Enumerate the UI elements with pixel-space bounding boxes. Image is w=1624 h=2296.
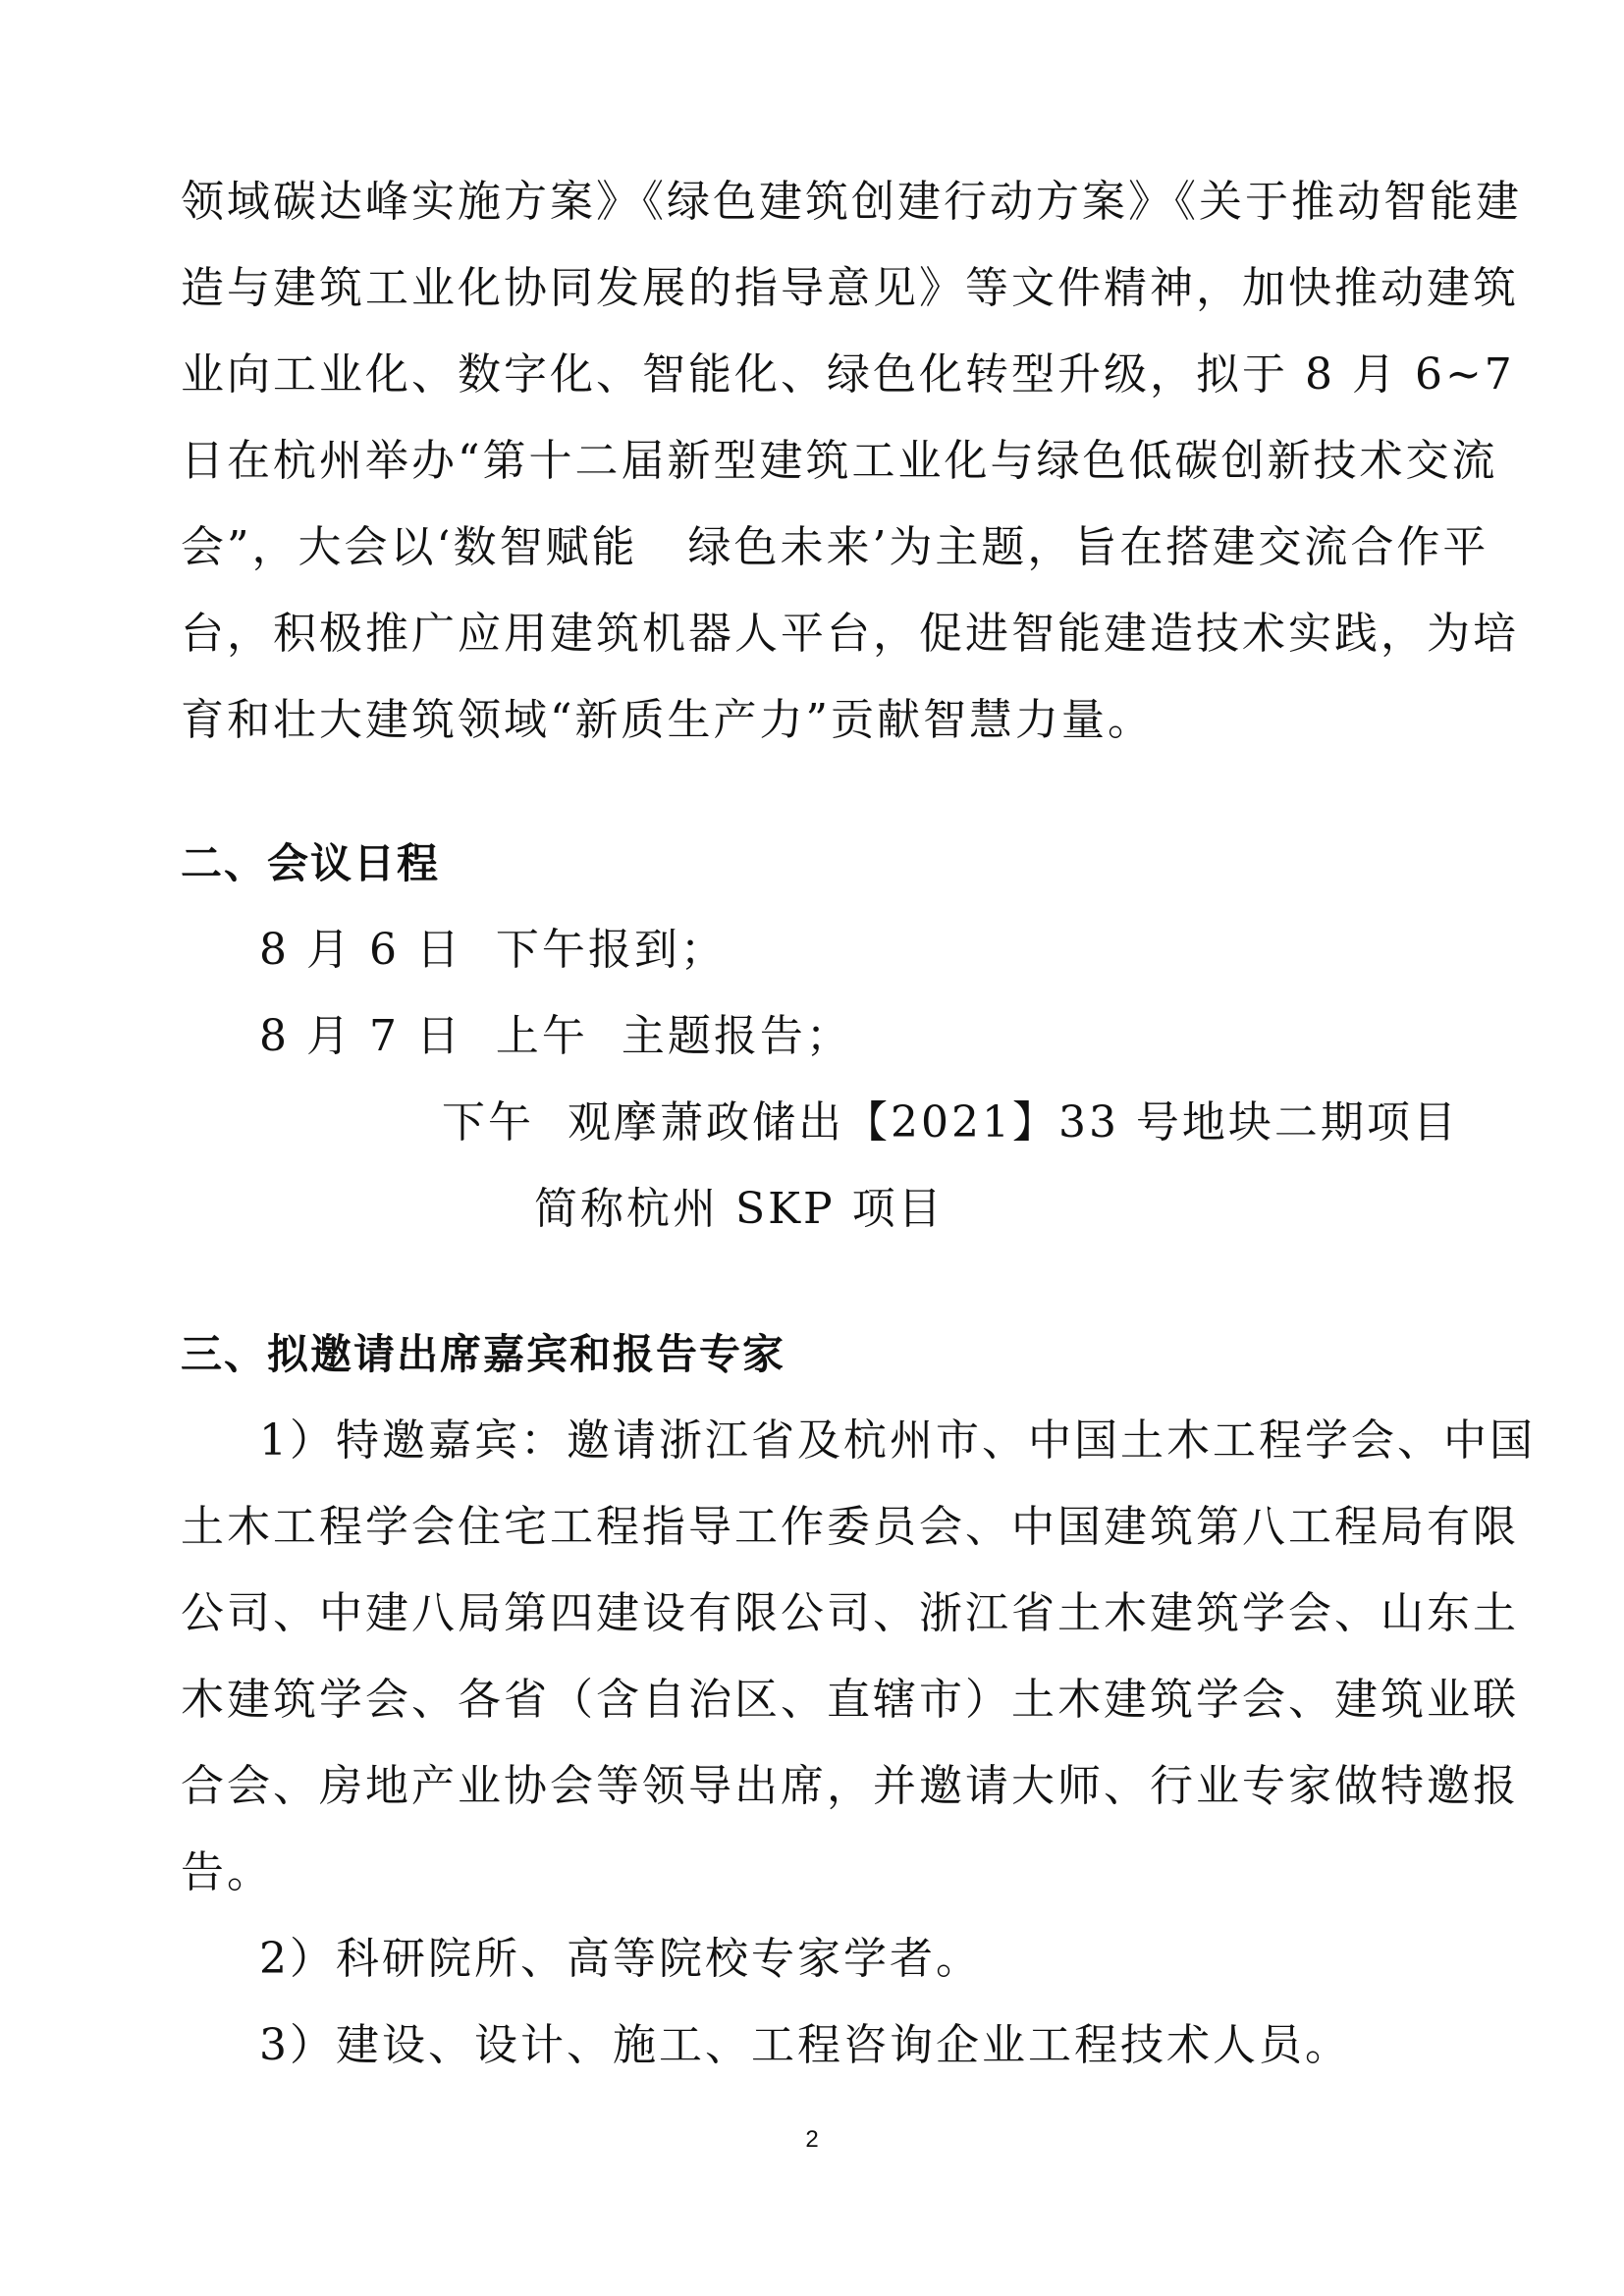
schedule-item: 8 月 6 日 下午报到； — [259, 925, 727, 975]
guests-paragraph-line: 木建筑学会、各省（含自治区、直辖市）土木建筑学会、建筑业联 — [181, 1675, 1519, 1725]
section-heading-guests: 三、拟邀请出席嘉宾和报告专家 — [181, 1330, 786, 1378]
guests-paragraph-line: 合会、房地产业协会等领导出席，并邀请大师、行业专家做特邀报 — [181, 1761, 1519, 1811]
intro-line: 台，积极推广应用建筑机器人平台，促进智能建造技术实践，为培 — [181, 609, 1519, 659]
guests-item: 2）科研院所、高等院校专家学者。 — [259, 1934, 982, 1984]
intro-line: 造与建筑工业化协同发展的指导意见》等文件精神，加快推动建筑 — [181, 263, 1519, 313]
section-heading-schedule: 二、会议日程 — [181, 839, 441, 887]
guests-paragraph-line: 告。 — [181, 1847, 273, 1897]
schedule-item: 8 月 7 日 上午 主题报告； — [259, 1011, 852, 1061]
schedule-item: 简称杭州 SKP 项目 — [534, 1184, 945, 1234]
guests-paragraph-line: 1）特邀嘉宾：邀请浙江省及杭州市、中国土木工程学会、中国 — [259, 1415, 1536, 1466]
intro-line: 业向工业化、数字化、智能化、绿色化转型升级，拟于 8 月 6~7 — [181, 349, 1515, 400]
intro-line: 会”，大会以‘数智赋能 绿色未来’为主题，旨在搭建交流合作平 — [181, 522, 1489, 572]
intro-line: 领域碳达峰实施方案》《绿色建筑创建行动方案》《关于推动智能建 — [181, 177, 1522, 227]
intro-line: 育和壮大建筑领域“新质生产力”贡献智慧力量。 — [181, 695, 1154, 745]
guests-paragraph-line: 土木工程学会住宅工程指导工作委员会、中国建筑第八工程局有限 — [181, 1502, 1519, 1552]
page-number: 2 — [805, 2126, 819, 2153]
intro-line: 日在杭州举办“第十二届新型建筑工业化与绿色低碳创新技术交流 — [181, 436, 1498, 486]
guests-paragraph-line: 公司、中建八局第四建设有限公司、浙江省土木建筑学会、山东土 — [181, 1588, 1519, 1638]
guests-item: 3）建设、设计、施工、工程咨询企业工程技术人员。 — [259, 2020, 1351, 2070]
schedule-item: 下午 观摩萧政储出【2021】33 号地块二期项目 — [442, 1097, 1459, 1148]
